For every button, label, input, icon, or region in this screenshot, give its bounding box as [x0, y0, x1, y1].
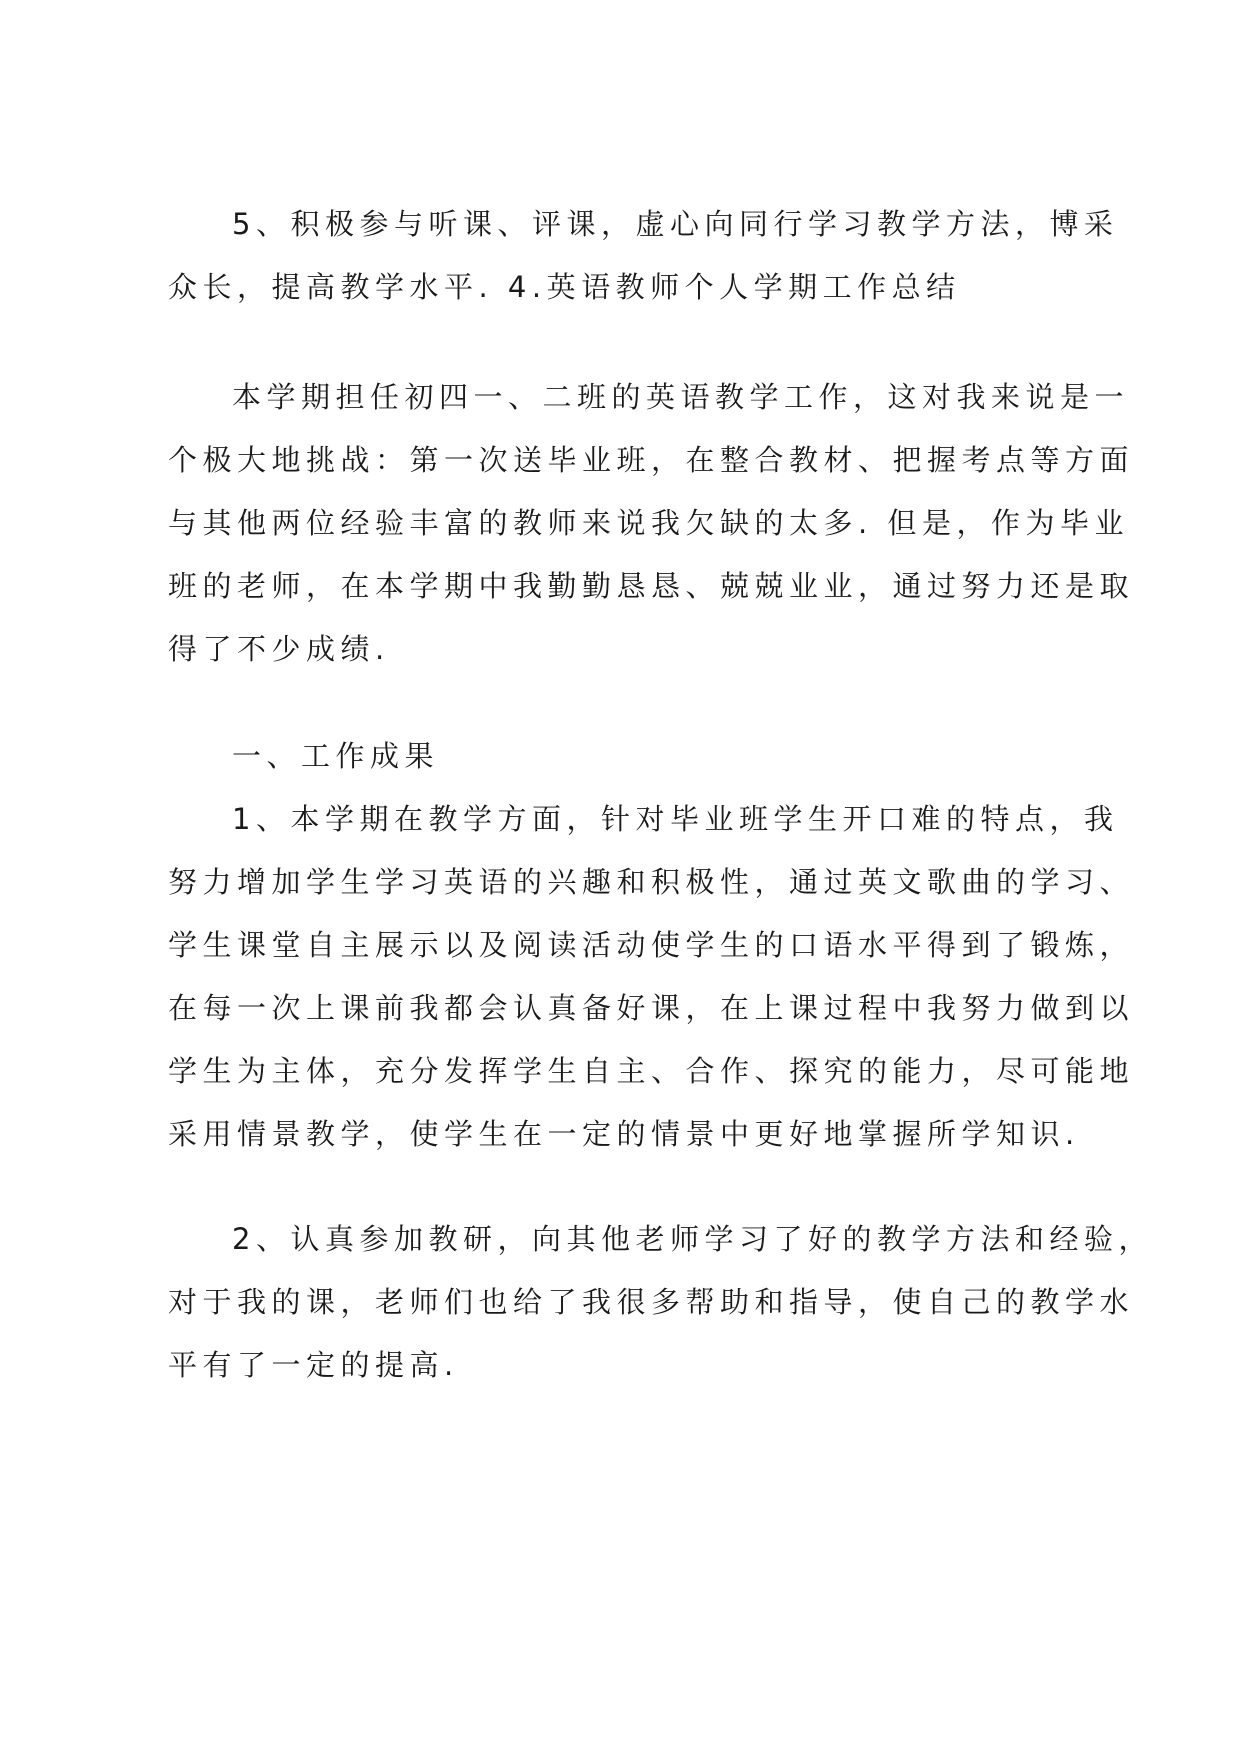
- paragraph-line: 采用情景教学，使学生在一定的情景中更好地掌握所学知识.: [168, 1117, 1080, 1151]
- section-heading: 一、工作成果: [232, 739, 440, 773]
- paragraph-line: 班的老师，在本学期中我勤勤恳恳、兢兢业业，通过努力还是取: [168, 569, 1135, 603]
- paragraph-line: 得了不少成绩.: [168, 632, 390, 666]
- paragraph-semester-intro: [168, 366, 1135, 681]
- paragraph-line: 5、积极参与听课、评课，虚心向同行学习教学方法，博采: [232, 207, 1119, 241]
- paragraph-line: 对于我的课，老师们也给了我很多帮助和指导，使自己的教学水: [168, 1285, 1135, 1319]
- paragraph-line: 努力增加学生学习英语的兴趣和积极性，通过英文歌曲的学习、: [168, 865, 1135, 899]
- paragraph-line: 在每一次上课前我都会认真备好课，在上课过程中我努力做到以: [168, 991, 1135, 1025]
- paragraph-line: 1、本学期在教学方面，针对毕业班学生开口难的特点，我: [232, 802, 1119, 836]
- paragraph-line: 学生课堂自主展示以及阅读活动使学生的口语水平得到了锻炼，: [168, 928, 1135, 962]
- paragraph-line: 本学期担任初四一、二班的英语教学工作，这对我来说是一: [232, 380, 1130, 414]
- section-work-results: [168, 725, 1135, 1166]
- paragraph-line: 平有了一定的提高.: [168, 1348, 459, 1382]
- paragraph-learning-from-peers: [168, 193, 1119, 319]
- paragraph-line: 个极大地挑战：第一次送毕业班，在整合教材、把握考点等方面: [168, 443, 1135, 477]
- paragraph-line: 2、认真参加教研，向其他老师学习了好的教学方法和经验，: [232, 1222, 1153, 1256]
- paragraph-line: 众长，提高教学水平. 4.英语教师个人学期工作总结: [168, 270, 961, 304]
- paragraph-line: 学生为主体，充分发挥学生自主、合作、探究的能力，尽可能地: [168, 1054, 1135, 1088]
- paragraph-teaching-research: [168, 1208, 1153, 1397]
- paragraph-line: 与其他两位经验丰富的教师来说我欠缺的太多. 但是，作为毕业: [168, 506, 1129, 540]
